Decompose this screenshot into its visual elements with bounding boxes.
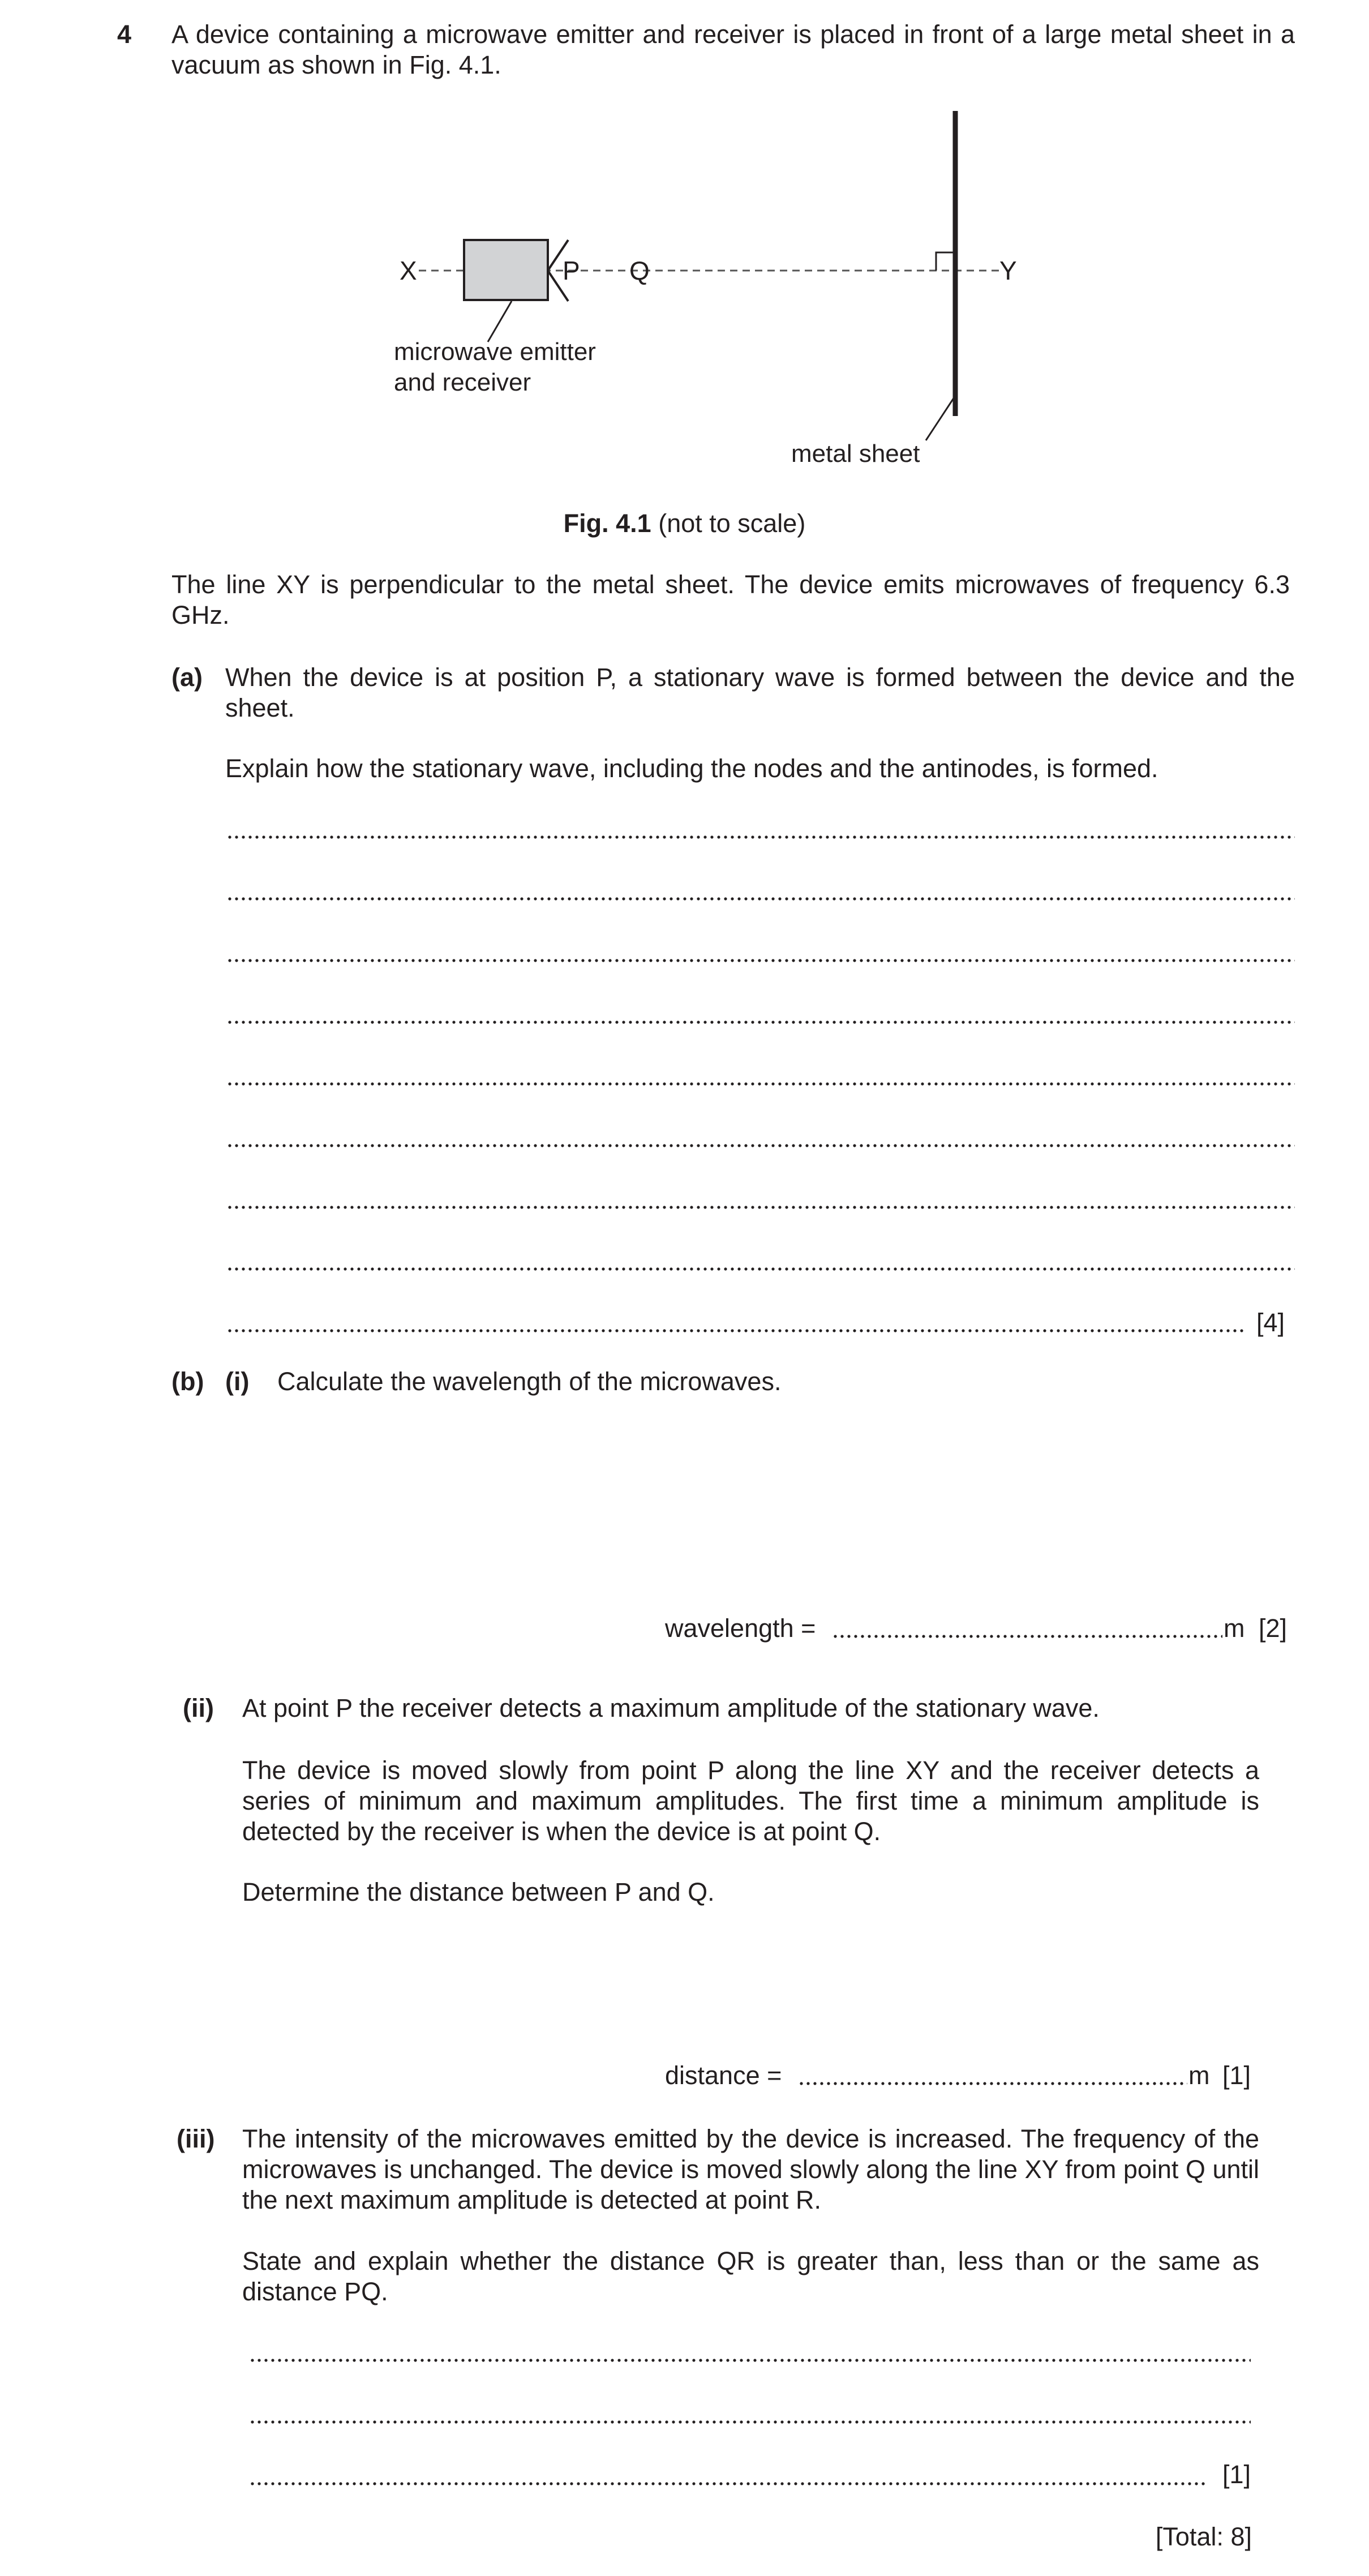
distance-answer-line[interactable] xyxy=(798,2081,1187,2086)
part-b-iii-text2: State and explain whether the distance QR is greater than, less than or the same as distance PQ. xyxy=(242,2247,1259,2306)
device-leader-line xyxy=(488,301,512,342)
part-b-ii-label: (ii) xyxy=(183,1694,214,1722)
part-a-answer-line-7[interactable] xyxy=(226,1205,1295,1210)
part-a-answer-line-5[interactable] xyxy=(226,1082,1295,1086)
label-p: P xyxy=(563,256,580,285)
device-label-line1: microwave emitter xyxy=(394,338,596,366)
figure-caption-note: (not to scale) xyxy=(651,509,806,538)
right-angle-mark xyxy=(936,252,954,271)
part-a-answer-line-9[interactable] xyxy=(226,1328,1245,1333)
label-q: Q xyxy=(629,256,650,285)
sheet-leader-line xyxy=(926,397,954,440)
part-a-label: (a) xyxy=(171,663,203,692)
part-a-text2: Explain how the stationary wave, including the nodes and the antinodes, is formed. xyxy=(225,754,1158,783)
part-a-answer-line-2[interactable] xyxy=(226,897,1295,901)
figure-caption-title: Fig. 4.1 xyxy=(563,509,651,538)
part-a-text1: When the device is at position P, a stationary wave is formed between the device and the sheet. xyxy=(225,663,1295,722)
part-b-iii-answer-line-3[interactable] xyxy=(249,2481,1207,2486)
part-b-iii-marks: [1] xyxy=(1222,2460,1251,2489)
wavelength-unit: m xyxy=(1224,1614,1245,1643)
device-label-line2: and receiver xyxy=(394,368,531,396)
part-b-iii-label: (iii) xyxy=(177,2124,215,2153)
part-b-iii-answer-line-1[interactable] xyxy=(249,2358,1251,2363)
part-a-answer-line-1[interactable] xyxy=(226,835,1295,839)
figure-caption xyxy=(0,508,1369,539)
part-b-iii-answer-line-2[interactable] xyxy=(249,2420,1251,2424)
sheet-label: metal sheet xyxy=(791,440,920,468)
part-b-ii-text3: Determine the distance between P and Q. xyxy=(242,1878,715,1906)
part-b-ii-marks: [1] xyxy=(1222,2061,1251,2090)
device-box xyxy=(464,240,548,300)
part-a-answer-line-6[interactable] xyxy=(226,1143,1295,1148)
part-a-answer-line-8[interactable] xyxy=(226,1267,1295,1271)
wavelength-answer-line[interactable] xyxy=(832,1634,1222,1639)
part-b-i-text: Calculate the wavelength of the microwaves. xyxy=(277,1367,782,1396)
part-a-answer-line-3[interactable] xyxy=(226,958,1295,963)
context-text: The line XY is perpendicular to the metal sheet. The device emits microwaves of frequency 6.3 GHz. xyxy=(171,570,1295,629)
part-a-answer-line-4[interactable] xyxy=(226,1020,1295,1025)
part-b-label: (b) xyxy=(171,1367,204,1396)
distance-unit: m xyxy=(1188,2061,1210,2090)
label-y: Y xyxy=(999,256,1017,285)
wavelength-label: wavelength = xyxy=(665,1614,816,1643)
part-b-i-label: (i) xyxy=(225,1367,250,1396)
part-b-ii-text1: At point P the receiver detects a maximum amplitude of the stationary wave. xyxy=(242,1694,1100,1722)
part-b-iii-text1: The intensity of the microwaves emitted by the device is increased. The frequency of the microwaves is unchanged. The device is moved slowly along the line XY from point Q until the next maximum amplitude is detected at point R. xyxy=(242,2124,1259,2214)
distance-label: distance = xyxy=(665,2061,782,2090)
figure-4-1 xyxy=(0,102,1369,487)
question-intro: A device containing a microwave emitter and receiver is placed in front of a large metal sheet in a vacuum as shown in Fig. 4.1. xyxy=(171,20,1295,79)
part-b-ii-text2: The device is moved slowly from point P along the line XY and the receiver detects a series of minimum and maximum amplitudes. The first time a minimum amplitude is detected by the receiver is when the device is at point Q. xyxy=(242,1756,1259,1846)
part-a-marks: [4] xyxy=(1256,1308,1285,1337)
part-b-i-marks: [2] xyxy=(1259,1614,1288,1643)
label-x: X xyxy=(400,256,417,285)
total-marks: [Total: 8] xyxy=(1155,2522,1252,2551)
question-number: 4 xyxy=(117,20,132,49)
